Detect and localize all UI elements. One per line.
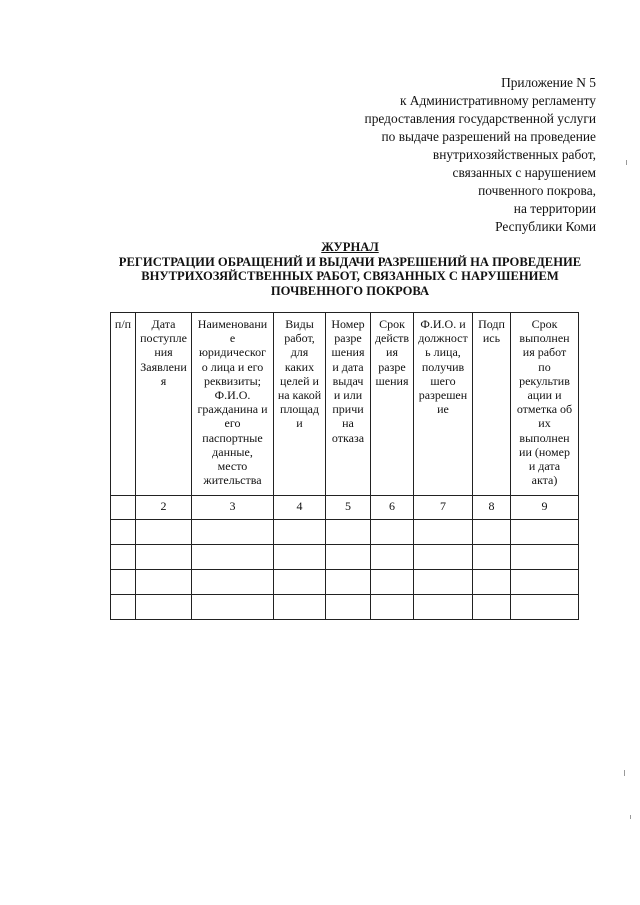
header-line: Заявлени <box>140 359 187 374</box>
header-line: жительства <box>203 473 262 488</box>
header-line: акта) <box>531 473 558 488</box>
table-cell <box>192 570 274 595</box>
column-header <box>414 313 473 496</box>
header-line: шего <box>430 373 456 388</box>
header-line: юридическог <box>198 345 267 360</box>
journal-table <box>110 312 579 620</box>
table-cell <box>511 545 579 570</box>
appendix-line: на территории <box>513 201 596 216</box>
table-cell <box>414 520 473 545</box>
header-line: разре <box>334 331 362 346</box>
table-cell <box>511 595 579 620</box>
header-row <box>111 313 579 496</box>
scan-mark <box>624 770 625 776</box>
table-cell <box>111 545 136 570</box>
header-line: и или <box>333 388 363 403</box>
header-line: выполнен <box>519 331 570 346</box>
header-line: Срок <box>379 317 405 331</box>
table-cell <box>111 570 136 595</box>
table-row <box>111 545 579 570</box>
header-line: их <box>538 416 551 431</box>
header-line: отказа <box>331 430 365 445</box>
table-cell <box>473 595 511 620</box>
column-number-cell: 3 <box>192 496 274 520</box>
header-line: паспортные <box>202 430 263 445</box>
column-number-cell: 4 <box>274 496 326 520</box>
title-line: ВНУТРИХОЗЯЙСТВЕННЫХ РАБОТ, СВЯЗАННЫХ С НАРУШЕНИЕМ <box>141 269 559 283</box>
column-number-cell: 7 <box>414 496 473 520</box>
column-header <box>326 313 371 496</box>
appendix-line: Республики Коми <box>495 219 596 234</box>
header-line: каких <box>284 359 315 374</box>
table-cell <box>136 520 192 545</box>
table-cell <box>371 570 414 595</box>
table-cell <box>192 545 274 570</box>
table-cell <box>371 545 414 570</box>
table-cell <box>326 595 371 620</box>
column-number-cell: 6 <box>371 496 414 520</box>
header-line: данные, <box>212 444 253 459</box>
header-line: действ <box>374 331 410 346</box>
header-line: шения <box>375 373 409 388</box>
table-cell <box>192 595 274 620</box>
appendix-line: по выдаче разрешений на проведение <box>381 129 596 144</box>
header-line: площад <box>279 402 320 417</box>
title-line: ЖУРНАЛ <box>321 240 379 254</box>
scan-mark <box>630 815 631 819</box>
table-cell <box>326 545 371 570</box>
header-line: выдач <box>332 373 364 388</box>
table-cell <box>511 570 579 595</box>
table-row <box>111 570 579 595</box>
header-line: и <box>296 416 303 431</box>
journal-title <box>100 240 600 298</box>
header-line: п/п <box>114 317 132 331</box>
appendix-line: предоставления государственной услуги <box>364 111 596 126</box>
column-number-cell <box>111 496 136 520</box>
table-cell <box>326 570 371 595</box>
table-row <box>111 520 579 545</box>
column-number-cell: 2 <box>136 496 192 520</box>
header-line: Дата <box>151 317 176 331</box>
header-line: причи <box>332 402 364 417</box>
header-line: Срок <box>531 317 558 331</box>
header-line: Номер <box>331 317 365 331</box>
header-line: Подп <box>478 317 505 331</box>
scan-mark <box>626 160 627 165</box>
column-header <box>511 313 579 496</box>
column-number-row <box>111 496 579 520</box>
table-cell <box>274 570 326 595</box>
appendix-line: связанных с нарушением <box>452 165 596 180</box>
table-cell <box>111 595 136 620</box>
column-number-cell: 8 <box>473 496 511 520</box>
header-line: разре <box>378 359 406 374</box>
table-cell <box>136 545 192 570</box>
header-line: место <box>217 459 248 474</box>
header-line: по <box>538 359 551 374</box>
header-line: работ, <box>284 331 315 346</box>
table-cell <box>192 520 274 545</box>
header-line: гражданина и <box>197 402 268 417</box>
table-cell <box>473 545 511 570</box>
table-cell <box>326 520 371 545</box>
table-body <box>111 496 579 620</box>
header-line: о лица и его <box>201 359 264 374</box>
header-line: ии (номер <box>519 444 570 459</box>
table-cell <box>111 520 136 545</box>
column-number-cell: 5 <box>326 496 371 520</box>
column-header <box>136 313 192 496</box>
table-cell <box>136 570 192 595</box>
header-line: ации и <box>527 388 562 403</box>
header-line: должност <box>418 331 468 346</box>
header-line: ния <box>154 345 173 360</box>
table-cell <box>274 595 326 620</box>
column-header <box>274 313 326 496</box>
header-line: Наименовани <box>197 317 268 331</box>
header-line: Ф.И.О. <box>214 388 251 403</box>
table-row <box>111 595 579 620</box>
header-line: ия <box>386 345 398 360</box>
header-line: целей и <box>280 373 319 388</box>
header-line: поступле <box>140 331 187 346</box>
header-line: я <box>160 373 167 388</box>
column-header <box>111 313 136 496</box>
header-line: реквизиты; <box>203 373 262 388</box>
table-cell <box>414 545 473 570</box>
header-line: шения <box>331 345 365 360</box>
header-line: на какой <box>277 388 322 403</box>
title-line: РЕГИСТРАЦИИ ОБРАЩЕНИЙ И ВЫДАЧИ РАЗРЕШЕНИЙ НА ПРОВЕДЕНИЕ <box>118 254 582 269</box>
appendix-line: к Административному регламенту <box>399 93 596 108</box>
header-line: ия работ <box>522 345 567 360</box>
appendix-line: Приложение N 5 <box>501 75 596 90</box>
header-line: рекультив <box>519 373 570 388</box>
appendix-header <box>296 74 596 236</box>
header-line: для <box>290 345 309 360</box>
header-line: получив <box>421 359 465 374</box>
header-line: ие <box>437 402 449 417</box>
table-cell <box>136 595 192 620</box>
header-line: ись <box>482 331 501 346</box>
appendix-line: внутрихозяйственных работ, <box>432 147 596 162</box>
header-line: ь лица, <box>425 345 461 360</box>
column-header <box>192 313 274 496</box>
column-header <box>371 313 414 496</box>
title-line: ПОЧВЕННОГО ПОКРОВА <box>270 283 430 298</box>
header-line: Ф.И.О. и <box>420 317 466 331</box>
table-cell <box>274 520 326 545</box>
table-cell <box>473 570 511 595</box>
header-line: разрешен <box>418 388 468 403</box>
header-line: и дата <box>528 459 561 474</box>
table-cell <box>414 570 473 595</box>
header-line: отметка об <box>516 402 573 417</box>
table-cell <box>414 595 473 620</box>
column-header <box>473 313 511 496</box>
header-line: его <box>224 416 241 431</box>
header-line: Виды <box>285 317 314 331</box>
header-line: е <box>229 331 236 346</box>
column-number-cell: 9 <box>511 496 579 520</box>
appendix-line: почвенного покрова, <box>478 183 596 198</box>
header-line: и дата <box>332 359 364 374</box>
table-cell <box>371 520 414 545</box>
table-cell <box>511 520 579 545</box>
table-cell <box>371 595 414 620</box>
header-line: выполнен <box>519 430 570 445</box>
table-cell <box>473 520 511 545</box>
table-cell <box>274 545 326 570</box>
header-line: на <box>342 416 354 431</box>
